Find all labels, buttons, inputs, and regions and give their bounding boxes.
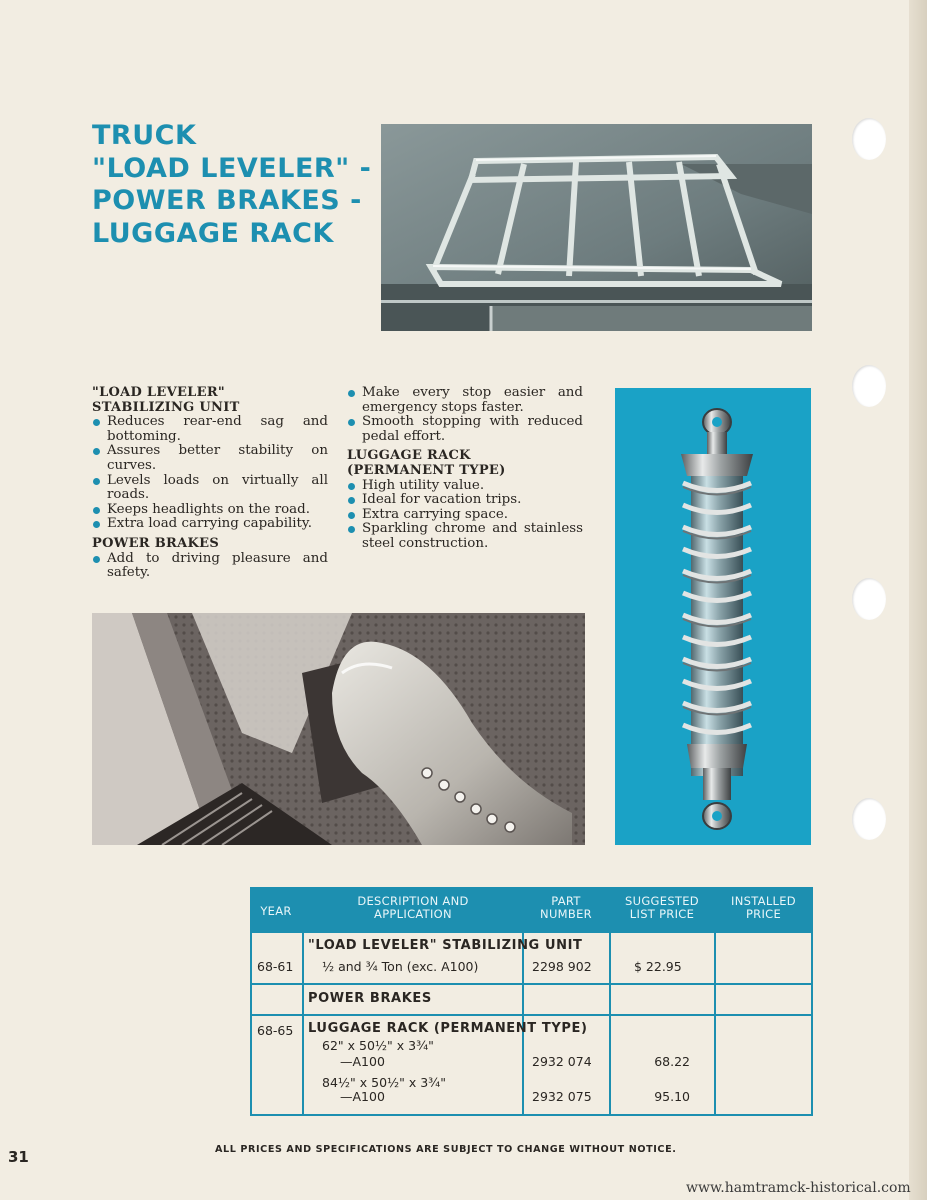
grid-line bbox=[302, 933, 304, 1116]
luggage-rack-subheading: (PERMANENT TYPE) bbox=[347, 462, 506, 478]
grid-line bbox=[250, 983, 813, 985]
list-item bbox=[347, 508, 583, 523]
parts-price-table bbox=[250, 887, 813, 1116]
list-item bbox=[92, 517, 328, 532]
bullet-dot-icon bbox=[348, 419, 355, 426]
bullet-dot-icon bbox=[348, 512, 355, 519]
col-header-part: PART bbox=[551, 894, 581, 908]
bullet-dot-icon bbox=[348, 483, 355, 490]
list-item bbox=[347, 386, 583, 415]
luggage-rack-heading: LUGGAGE RACK bbox=[347, 448, 471, 464]
col-header-description: APPLICATION bbox=[374, 907, 452, 921]
col-header-description: DESCRIPTION AND bbox=[357, 894, 469, 908]
feature-text: Extra load carrying capability. bbox=[107, 516, 312, 532]
punch-hole bbox=[852, 798, 886, 840]
year-cell: 68-61 bbox=[257, 959, 294, 974]
title-line: POWER BRAKES - bbox=[92, 185, 362, 216]
item-model: —A100 bbox=[340, 1089, 385, 1104]
punch-hole bbox=[852, 578, 886, 620]
list-item bbox=[347, 479, 583, 494]
right-column bbox=[347, 386, 583, 552]
col-header-price: LIST PRICE bbox=[629, 907, 695, 921]
bullet-dot-icon bbox=[93, 556, 100, 563]
title-line: "LOAD LEVELER" - bbox=[92, 152, 372, 184]
bullet-dot-icon bbox=[93, 521, 100, 528]
left-column bbox=[92, 386, 328, 581]
feature-text: Add to driving pleasure and safety. bbox=[107, 550, 328, 581]
bullet-dot-icon bbox=[93, 419, 100, 426]
bullet-dot-icon bbox=[348, 390, 355, 397]
grid-line bbox=[250, 933, 252, 1116]
punch-hole bbox=[852, 118, 886, 160]
stabilizing-unit-photo bbox=[615, 388, 811, 845]
punch-hole bbox=[852, 365, 886, 407]
feature-text: Extra carrying space. bbox=[362, 506, 509, 522]
table-body bbox=[250, 933, 813, 1116]
list-item bbox=[92, 503, 328, 518]
feature-text: Sparkling chrome and stainless steel construction. bbox=[362, 521, 583, 551]
table-header bbox=[250, 887, 813, 933]
feature-text: Reduces rear-end sag and bottoming. bbox=[107, 414, 328, 444]
power-brakes-features-cont bbox=[347, 386, 583, 444]
footer-disclaimer: ALL PRICES AND SPECIFICATIONS ARE SUBJECT TO CHANGE WITHOUT NOTICE. bbox=[215, 1144, 677, 1155]
item-title: LUGGAGE RACK (PERMANENT TYPE) bbox=[308, 1021, 588, 1036]
item-title: "LOAD LEVELER" STABILIZING UNIT bbox=[308, 938, 583, 953]
bullet-dot-icon bbox=[93, 478, 100, 485]
feature-text: Ideal for vacation trips. bbox=[362, 492, 522, 508]
item-model: —A100 bbox=[340, 1054, 385, 1069]
part-number: 2932 074 bbox=[532, 1054, 592, 1069]
list-item bbox=[92, 415, 328, 444]
part-number: 2298 902 bbox=[532, 959, 592, 974]
list-item bbox=[347, 493, 583, 508]
feature-text: Make every stop easier and emergency stops faster. bbox=[362, 385, 583, 415]
power-brakes-features bbox=[92, 552, 328, 581]
item-description: ½ and ¾ Ton (exc. A100) bbox=[322, 959, 479, 974]
grid-line bbox=[714, 933, 716, 1116]
page-edge bbox=[909, 0, 927, 1200]
feature-text: High utility value. bbox=[362, 477, 485, 493]
part-number: 2932 075 bbox=[532, 1089, 592, 1104]
col-header-year: YEAR bbox=[260, 904, 292, 918]
item-size: 84½" x 50½" x 3¾" bbox=[322, 1075, 447, 1090]
power-brakes-photo bbox=[92, 613, 585, 845]
title-line: TRUCK bbox=[92, 120, 197, 151]
bullet-dot-icon bbox=[348, 526, 355, 533]
list-item bbox=[347, 415, 583, 444]
feature-text: Assures better stability on curves. bbox=[107, 443, 328, 473]
luggage-rack-features bbox=[347, 479, 583, 552]
list-item bbox=[92, 444, 328, 473]
bullet-dot-icon bbox=[93, 448, 100, 455]
col-header-installed: INSTALLED bbox=[731, 894, 796, 908]
feature-text: Keeps headlights on the road. bbox=[107, 501, 310, 517]
list-item bbox=[347, 522, 583, 551]
grid-line bbox=[250, 1014, 813, 1016]
load-leveler-features bbox=[92, 415, 328, 532]
col-header-installed: PRICE bbox=[745, 907, 782, 921]
list-price: $ 22.95 bbox=[634, 959, 682, 974]
grid-line bbox=[811, 933, 813, 1116]
list-item bbox=[92, 474, 328, 503]
power-brakes-heading: POWER BRAKES bbox=[92, 535, 220, 551]
page-number: 31 bbox=[8, 1148, 29, 1166]
bullet-dot-icon bbox=[93, 507, 100, 514]
col-header-part: NUMBER bbox=[540, 907, 592, 921]
bullet-dot-icon bbox=[348, 497, 355, 504]
feature-text: Smooth stopping with reduced pedal effort. bbox=[362, 414, 583, 444]
luggage-rack-photo bbox=[381, 124, 812, 331]
list-price: 95.10 bbox=[654, 1089, 690, 1104]
title-line: LUGGAGE RACK bbox=[92, 217, 334, 249]
list-price: 68.22 bbox=[654, 1054, 690, 1069]
grid-line bbox=[250, 1114, 813, 1116]
col-header-price: SUGGESTED bbox=[625, 894, 699, 908]
year-cell: 68-65 bbox=[257, 1023, 294, 1038]
feature-text: Levels loads on virtually all roads. bbox=[107, 472, 328, 503]
list-item bbox=[92, 552, 328, 581]
item-size: 62" x 50½" x 3¾" bbox=[322, 1038, 434, 1053]
watermark: www.hamtramck-historical.com bbox=[686, 1180, 911, 1196]
page-title bbox=[92, 120, 372, 250]
load-leveler-heading: "LOAD LEVELER" bbox=[92, 385, 225, 400]
load-leveler-subheading: STABILIZING UNIT bbox=[92, 399, 240, 415]
item-title: POWER BRAKES bbox=[308, 991, 432, 1006]
